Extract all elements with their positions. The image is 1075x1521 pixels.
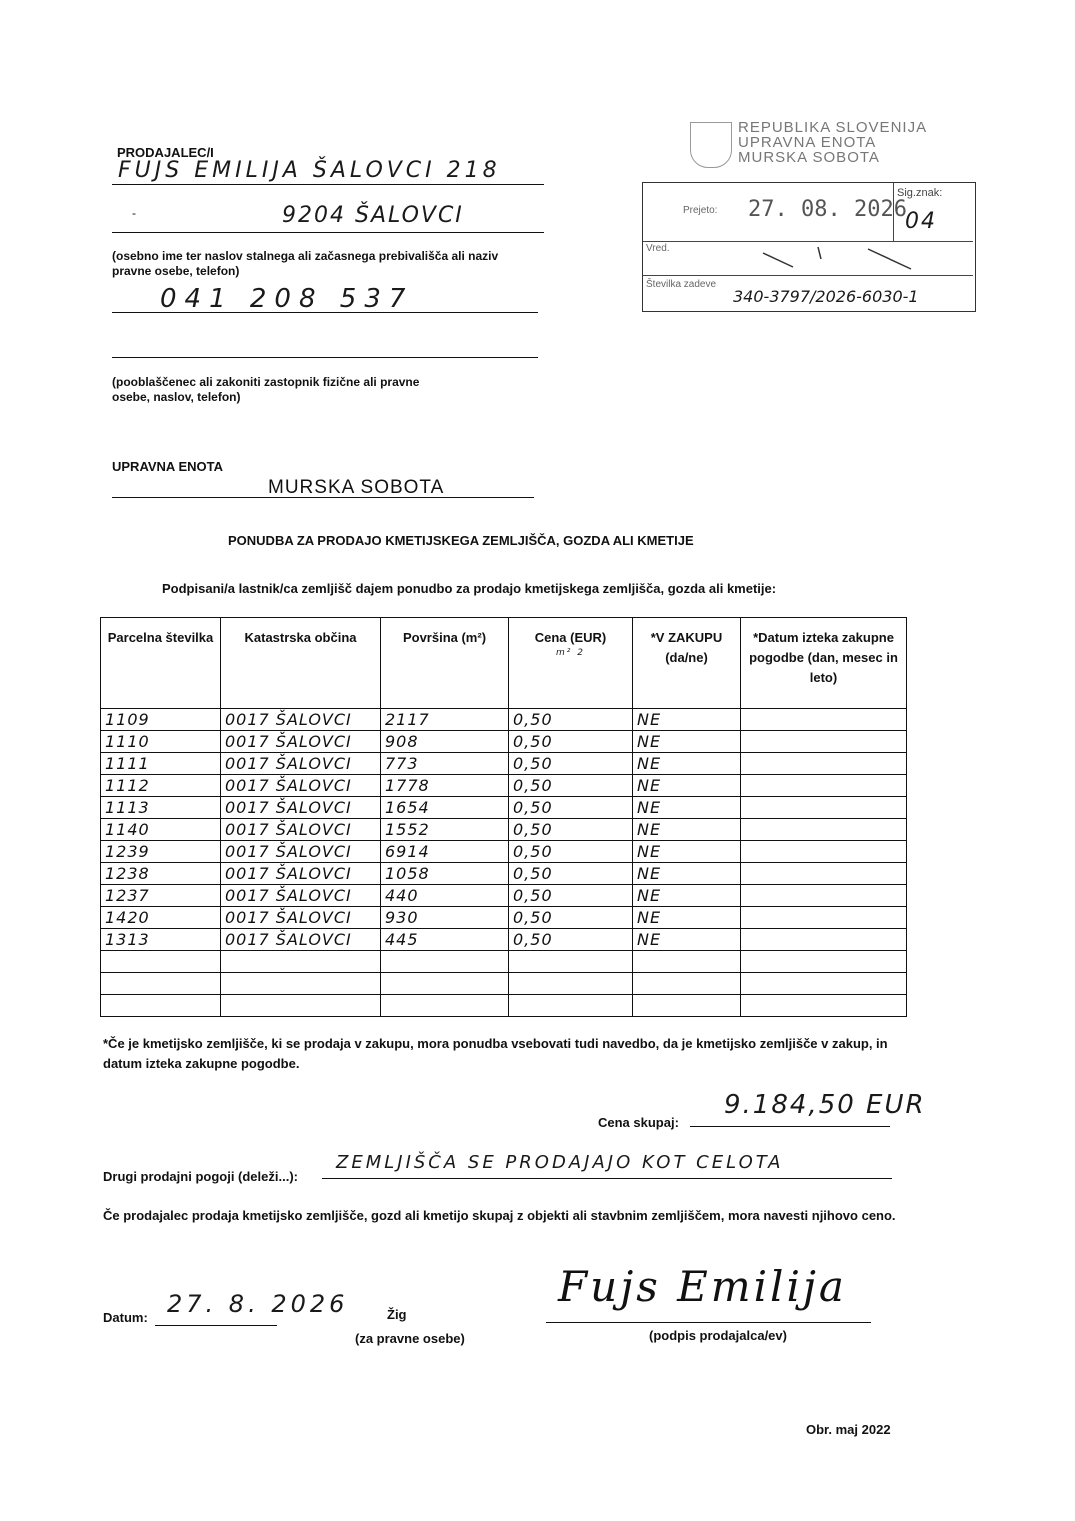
lease-cell: NE	[633, 841, 741, 863]
table-row	[101, 819, 907, 841]
table-row	[101, 907, 907, 929]
lease-end-cell	[741, 775, 907, 797]
parcel-cell: 1237	[101, 885, 221, 907]
seller-phone: 041 208 537	[160, 284, 414, 314]
col-area-header: Površina (m²)	[381, 618, 509, 709]
price-cell	[509, 973, 633, 995]
lease-cell: NE	[633, 819, 741, 841]
lease-end-cell	[741, 995, 907, 1017]
parcel-cell	[101, 995, 221, 1017]
representative-hint: (pooblaščenec ali zakoniti zastopnik fizične ali pravne osebe, naslov, telefon)	[112, 375, 420, 404]
objects-note: Če prodajalec prodaja kmetijsko zemljišče, gozd ali kmetijo skupaj z objekti ali stavbnim zemljiščem, mora navesti njihovo ceno.	[103, 1208, 896, 1223]
other-terms-label: Drugi prodajni pogoji (deleži...):	[103, 1169, 298, 1184]
table-row	[101, 885, 907, 907]
cadastral-cell: 0017 ŠALOVCI	[221, 731, 381, 753]
lease-end-cell	[741, 797, 907, 819]
table-row	[101, 973, 907, 995]
table-row	[101, 797, 907, 819]
lease-cell: NE	[633, 929, 741, 951]
col-price-header: Cena (EUR) m² 2	[509, 618, 633, 709]
price-cell: 0,50	[509, 929, 633, 951]
price-cell: 0,50	[509, 731, 633, 753]
cadastral-cell: 0017 ŠALOVCI	[221, 797, 381, 819]
parcel-cell: 1111	[101, 753, 221, 775]
area-cell: 2117	[381, 709, 509, 731]
signature-line	[546, 1322, 871, 1323]
lease-end-cell	[741, 907, 907, 929]
lease-end-cell	[741, 819, 907, 841]
seal-hint: (za pravne osebe)	[355, 1331, 465, 1346]
representative-line	[112, 357, 538, 358]
seller-phone-line	[112, 312, 538, 313]
unit-value: MURSKA SOBOTA	[268, 477, 445, 498]
cadastral-cell: 0017 ŠALOVCI	[221, 929, 381, 951]
lease-end-cell	[741, 885, 907, 907]
table-row	[101, 775, 907, 797]
price-cell: 0,50	[509, 775, 633, 797]
lease-end-cell	[741, 929, 907, 951]
seller-name-line	[112, 184, 544, 185]
lease-footnote: *Če je kmetijsko zemljišče, ki se prodaja v zakupu, mora ponudba vsebovati tudi navedbo, da je kmetijsko zemljišče v zakup, in datum izteka zakupne pogodbe.	[103, 1036, 888, 1071]
parcel-cell: 1239	[101, 841, 221, 863]
signature-hint: (podpis prodajalca/ev)	[649, 1328, 787, 1343]
lease-end-cell	[741, 709, 907, 731]
form-version: Obr. maj 2022	[806, 1422, 891, 1437]
cadastral-cell: 0017 ŠALOVCI	[221, 863, 381, 885]
price-cell	[509, 995, 633, 1017]
lease-cell: NE	[633, 863, 741, 885]
table-row	[101, 841, 907, 863]
page-title: PONUDBA ZA PRODAJO KMETIJSKEGA ZEMLJIŠČA, GOZDA ALI KMETIJE	[228, 533, 694, 548]
cadastral-cell: 0017 ŠALOVCI	[221, 775, 381, 797]
parcel-cell: 1420	[101, 907, 221, 929]
seller-label: PRODAJALEC/I	[117, 145, 214, 160]
area-cell: 1654	[381, 797, 509, 819]
parcel-cell	[101, 973, 221, 995]
received-date: 27. 08. 2026	[748, 197, 907, 222]
number-value: 340-3797/2026-6030-1	[733, 287, 919, 306]
seal-label: Žig	[387, 1307, 407, 1322]
lease-cell	[633, 951, 741, 973]
parcel-cell: 1109	[101, 709, 221, 731]
stamp-strike-marks	[643, 241, 973, 275]
other-terms-value: ZEMLJIŠČA SE PRODAJAJO KOT CELOTA	[336, 1152, 784, 1173]
table-row	[101, 929, 907, 951]
parcel-table	[100, 617, 907, 1017]
area-cell	[381, 995, 509, 1017]
area-cell: 1552	[381, 819, 509, 841]
parcel-cell: 1140	[101, 819, 221, 841]
cadastral-cell: 0017 ŠALOVCI	[221, 819, 381, 841]
stamp-header	[690, 120, 980, 165]
area-cell	[381, 951, 509, 973]
area-cell: 1058	[381, 863, 509, 885]
seller-address: 9204 ŠALOVCI	[282, 203, 464, 228]
price-cell: 0,50	[509, 907, 633, 929]
stamp-line1: REPUBLIKA SLOVENIJA	[738, 119, 928, 136]
lease-end-cell	[741, 841, 907, 863]
parcel-cell: 1238	[101, 863, 221, 885]
table-header-row	[101, 618, 907, 709]
dash-mark: -	[132, 206, 136, 220]
intro-text: Podpisani/a lastnik/ca zemljišč dajem ponudbo za prodajo kmetijskega zemljišča, gozda ali kmetije:	[162, 581, 777, 596]
value-label: Vred.	[646, 243, 670, 254]
total-line	[690, 1126, 890, 1127]
cadastral-cell: 0017 ŠALOVCI	[221, 841, 381, 863]
sig-value: 04	[905, 209, 937, 234]
cadastral-cell: 0017 ŠALOVCI	[221, 709, 381, 731]
cadastral-cell	[221, 995, 381, 1017]
lease-cell: NE	[633, 797, 741, 819]
date-label: Datum:	[103, 1310, 148, 1325]
price-cell: 0,50	[509, 797, 633, 819]
area-cell: 445	[381, 929, 509, 951]
area-cell	[381, 973, 509, 995]
col-cadastral-header: Katastrska občina	[221, 618, 381, 709]
lease-cell: NE	[633, 753, 741, 775]
price-cell	[509, 951, 633, 973]
unit-line	[112, 497, 534, 498]
table-row	[101, 709, 907, 731]
seller-hint: (osebno ime ter naslov stalnega ali začasnega prebivališča ali naziv pravne osebe, telefon)	[112, 249, 499, 278]
price-cell: 0,50	[509, 709, 633, 731]
signature-value: Fujs Emilija	[558, 1262, 847, 1311]
cadastral-cell: 0017 ŠALOVCI	[221, 907, 381, 929]
lease-cell	[633, 995, 741, 1017]
col-lease-end-header: *Datum izteka zakupne pogodbe (dan, mesec in leto)	[741, 618, 907, 709]
other-terms-line	[322, 1178, 892, 1179]
seller-address-line	[112, 232, 544, 233]
area-cell: 773	[381, 753, 509, 775]
table-row	[101, 731, 907, 753]
lease-end-cell	[741, 973, 907, 995]
table-row	[101, 951, 907, 973]
lease-cell	[633, 973, 741, 995]
parcel-cell: 1112	[101, 775, 221, 797]
seller-name: FUJS EMILIJA ŠALOVCI 218	[118, 158, 501, 183]
cadastral-cell	[221, 951, 381, 973]
parcel-cell: 1110	[101, 731, 221, 753]
lease-end-cell	[741, 753, 907, 775]
received-stamp	[642, 182, 976, 312]
lease-cell: NE	[633, 709, 741, 731]
cadastral-cell	[221, 973, 381, 995]
parcel-cell: 1113	[101, 797, 221, 819]
total-label: Cena skupaj:	[598, 1115, 679, 1130]
area-cell: 930	[381, 907, 509, 929]
area-cell: 1778	[381, 775, 509, 797]
col-parcel-header: Parcelna številka	[101, 618, 221, 709]
parcel-cell: 1313	[101, 929, 221, 951]
lease-end-cell	[741, 731, 907, 753]
lease-cell: NE	[633, 775, 741, 797]
table-row	[101, 753, 907, 775]
date-value: 27. 8. 2026	[167, 1290, 349, 1318]
lease-cell: NE	[633, 907, 741, 929]
price-cell: 0,50	[509, 819, 633, 841]
parcel-cell	[101, 951, 221, 973]
received-label: Prejeto:	[683, 205, 718, 216]
lease-cell: NE	[633, 885, 741, 907]
price-cell: 0,50	[509, 885, 633, 907]
sig-label: Sig.znak:	[897, 187, 943, 199]
lease-end-cell	[741, 863, 907, 885]
cadastral-cell: 0017 ŠALOVCI	[221, 885, 381, 907]
total-value: 9.184,50 EUR	[724, 1090, 926, 1120]
number-label: Številka zadeve	[646, 279, 717, 290]
price-cell: 0,50	[509, 863, 633, 885]
area-cell: 440	[381, 885, 509, 907]
lease-cell: NE	[633, 731, 741, 753]
stamp-line2: UPRAVNA ENOTA	[738, 134, 877, 151]
price-note: m² 2	[556, 648, 585, 658]
stamp-line3: MURSKA SOBOTA	[738, 149, 880, 166]
table-row	[101, 863, 907, 885]
col-lease-header: *V ZAKUPU (da/ne)	[633, 618, 741, 709]
price-cell: 0,50	[509, 841, 633, 863]
table-body	[101, 709, 907, 1017]
price-cell: 0,50	[509, 753, 633, 775]
lease-end-cell	[741, 951, 907, 973]
unit-label: UPRAVNA ENOTA	[112, 459, 223, 474]
area-cell: 6914	[381, 841, 509, 863]
cadastral-cell: 0017 ŠALOVCI	[221, 753, 381, 775]
area-cell: 908	[381, 731, 509, 753]
table-row	[101, 995, 907, 1017]
date-line	[155, 1325, 277, 1326]
